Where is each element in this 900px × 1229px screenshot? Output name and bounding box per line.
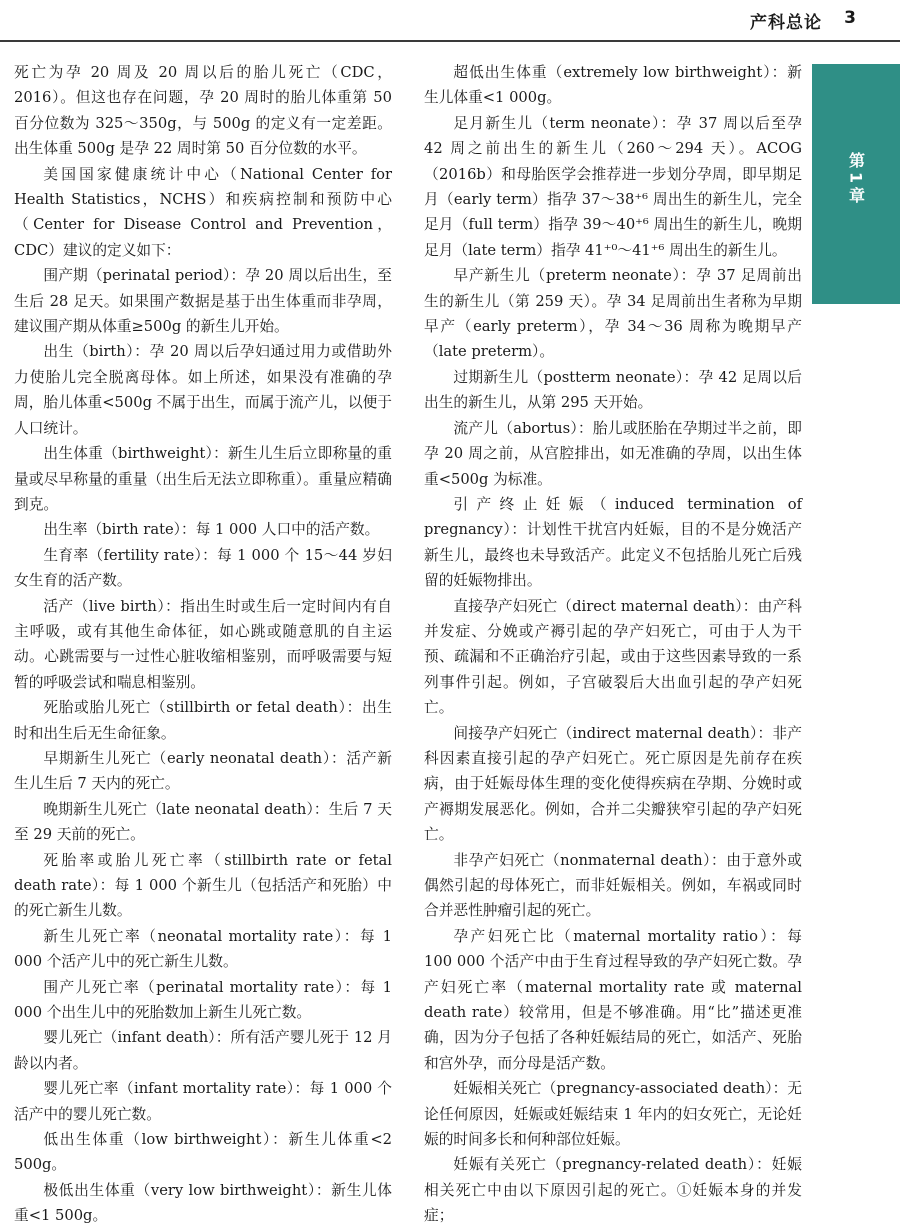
paragraph: 足月新生儿（term neonate）：孕 37 周以后至孕 42 周之前出生的新生儿（260～294 天）。ACOG（2016b）和母胎医学会推荐进一步划分孕周，即早期足月（early term）指孕 37～38⁺⁶ 周出生的新生儿，完全足月（full term）指孕 39～40⁺⁶ 周出生的新生儿，晚期足月（late term）指孕 41⁺⁰～41⁺⁶ 周出生的新生儿。 xyxy=(424,114,802,259)
paragraph: 出生（birth）：孕 20 周以后孕妇通过用力或借助外力使胎儿完全脱离母体。如上所述，如果没有准确的孕周，胎儿体重<500g 不属于出生，而属于流产儿，以便于人口统计。 xyxy=(14,343,392,437)
paragraph: 间接孕产妇死亡（indirect maternal death）：非产科因素直接引起的孕产妇死亡。死亡原因是先前存在疾病，由于妊娠母体生理的变化使得疾病在孕期、分娩时或产褥期发展恶化。例如，合并二尖瓣狭窄引起的孕产妇死亡。 xyxy=(424,724,802,844)
paragraph: 妊娠有关死亡（pregnancy-related death）：妊娠相关死亡中由以下原因引起的死亡。①妊娠本身的并发症； xyxy=(424,1156,802,1225)
paragraph: 出生率（birth rate）：每 1 000 人口中的活产数。 xyxy=(43,521,380,539)
paragraph: 引产终止妊娠（induced termination of pregnancy）：计划性干扰宫内妊娠，目的不是分娩活产新生儿，最终也未导致活产。此定义不包括胎儿死亡后残留的妊娠物排出。 xyxy=(424,495,802,590)
paragraph: 晚期新生儿死亡（late neonatal death）：生后 7 天至 29 天前的死亡。 xyxy=(14,800,392,844)
paragraph: 美国国家健康统计中心（National Center for Health Statistics，NCHS）和疾病控制和预防中心（Center for Disease Control and Prevention，CDC）建议的定义如下： xyxy=(14,165,392,259)
page-header xyxy=(0,0,900,52)
paragraph: 新生儿死亡率（neonatal mortality rate）：每 1 000 个活产儿中的死亡新生儿数。 xyxy=(14,927,392,971)
paragraph: 婴儿死亡（infant death）：所有活产婴儿死于 12 月龄以内者。 xyxy=(14,1029,392,1072)
paragraph: 过期新生儿（postterm neonate）：孕 42 足周以后出生的新生儿，从第 295 天开始。 xyxy=(424,368,802,412)
left-column xyxy=(14,60,392,1229)
paragraph: 死胎或胎儿死亡（stillbirth or fetal death）：出生时和出生后无生命征象。 xyxy=(14,699,392,742)
paragraph: 生育率（fertility rate）：每 1 000 个 15～44 岁妇女生育的活产数。 xyxy=(14,546,392,590)
paragraph: 早产新生儿（preterm neonate）：孕 37 足周前出生的新生儿（第 259 天）。孕 34 足周前出生者称为早期早产（early preterm），孕 34～36 周称为晚期早产（late preterm）。 xyxy=(424,267,802,361)
running-title: 产科总论 xyxy=(750,13,822,33)
chapter-tab xyxy=(812,64,900,304)
paragraph: 非孕产妇死亡（nonmaternal death）：由于意外或偶然引起的母体死亡，而非妊娠相关。例如，车祸或同时合并恶性肿瘤引起的死亡。 xyxy=(424,851,802,920)
paragraph: 直接孕产妇死亡（direct maternal death）：由产科并发症、分娩或产褥引起的孕产妇死亡，可由于人为干预、疏漏和不正确治疗引起，或由于这些因素导致的一系列事件引起。例如，子宫破裂后大出血引起的孕产妇死亡。 xyxy=(424,597,802,717)
paragraph: 活产（live birth）：指出生时或生后一定时间内有自主呼吸，或有其他生命体征，如心跳或随意肌的自主运动。心跳需要与一过性心脏收缩相鉴别，而呼吸需要与短暂的呼吸尝试和喘息相鉴别。 xyxy=(14,597,392,691)
right-column xyxy=(424,60,802,1229)
paragraph: 出生体重（birthweight）：新生儿生后立即称量的重量或尽早称量的重量（出生后无法立即称重）。重量应精确到克。 xyxy=(14,445,392,513)
chapter-tab-label: 第1章 xyxy=(846,152,866,208)
paragraph: 孕产妇死亡比（maternal mortality ratio）：每 100 000 个活产中由于生育过程导致的孕产妇死亡数。孕产妇死亡率（maternal mortality rate 或 maternal death rate）较常用，但是不够准确。用“比”描述更准确，因为分子包括了各种妊娠结局的死亡，如活产、死胎和宫外孕，而分母是活产数。 xyxy=(424,927,802,1072)
paragraph: 围产儿死亡率（perinatal mortality rate）：每 1 000 个出生儿中的死胎数加上新生儿死亡数。 xyxy=(14,978,392,1022)
paragraph: 妊娠相关死亡（pregnancy-associated death）：无论任何原因，妊娠或妊娠结束 1 年内的妇女死亡，无论妊娠的时间多长和何种部位妊娠。 xyxy=(424,1080,802,1149)
paragraph: 流产儿（abortus）：胎儿或胚胎在孕期过半之前，即孕 20 周之前，从宫腔排出，如无准确的孕周，以出生体重<500g 为标准。 xyxy=(424,419,802,488)
paragraph: 死胎率或胎儿死亡率（stillbirth rate or fetal death rate）：每 1 000 个新生儿（包括活产和死胎）中的死亡新生儿数。 xyxy=(14,851,392,920)
paragraph: 超低出生体重（extremely low birthweight）：新生儿体重<1 000g。 xyxy=(424,64,802,107)
paragraph: 婴儿死亡率（infant mortality rate）：每 1 000 个活产中的婴儿死亡数。 xyxy=(14,1080,392,1123)
paragraph: 低出生体重（low birthweight）：新生儿体重<2 500g。 xyxy=(14,1131,392,1174)
paragraph: 死亡为孕 20 周及 20 周以后的胎儿死亡（CDC，2016）。但这也存在问题，孕 20 周时的胎儿体重第 50 百分位数为 325～350g，与 500g 的定义有一定差距。出生体重 500g 是孕 22 周时第 50 百分位数的水平。 xyxy=(14,64,392,158)
page-number: 3 xyxy=(844,8,856,28)
paragraph: 围产期（perinatal period）：孕 20 周以后出生，至生后 28 足天。如果围产数据是基于出生体重而非孕周，建议围产期从体重≥500g 的新生儿开始。 xyxy=(14,267,392,336)
paragraph: 极低出生体重（very low birthweight）：新生儿体重<1 500g。 xyxy=(14,1181,392,1225)
paragraph: 早期新生儿死亡（early neonatal death）：活产新生儿生后 7 天内的死亡。 xyxy=(14,749,392,793)
header-rule xyxy=(0,40,900,42)
